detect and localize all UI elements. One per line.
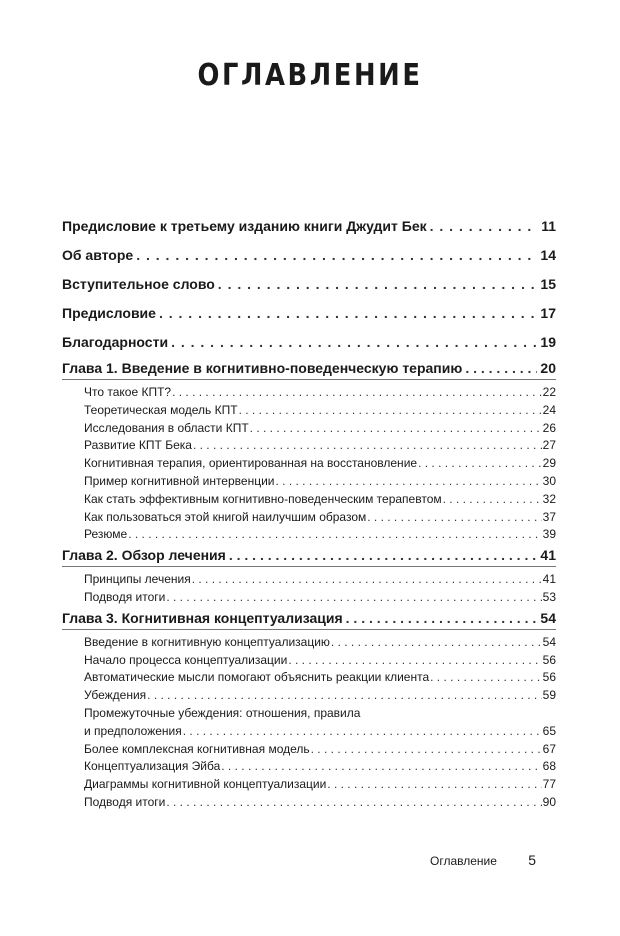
section-page: 22 (542, 385, 556, 399)
section-label: Когнитивная терапия, ориентированная на восстановление (84, 456, 418, 471)
section-page: 59 (542, 688, 556, 703)
toc-section[interactable] (62, 509, 556, 527)
toc-section[interactable] (62, 402, 556, 420)
section-label: Теоретическая модель КПТ (84, 402, 238, 417)
section-label: Как стать эффективным когнитивно-поведенческим терапевтом (84, 491, 442, 506)
dot-leader (288, 652, 541, 670)
section-label: Пример когнитивной интервенции (84, 473, 275, 488)
chapter-page: 54 (540, 609, 556, 626)
toc-section[interactable] (62, 420, 556, 438)
section-label: Введение в когнитивную концептуализацию (84, 634, 330, 649)
dot-leader (171, 328, 537, 357)
dot-leader (327, 776, 541, 794)
dot-leader (229, 544, 538, 566)
section-label: Промежуточные убеждения: отношения, правила (84, 705, 361, 720)
toc-entry-page: 11 (541, 218, 556, 234)
dot-leader (166, 794, 541, 812)
section-label: Принципы лечения (84, 572, 191, 587)
dot-leader (136, 241, 537, 270)
dot-leader (250, 420, 542, 438)
section-page: 68 (542, 759, 556, 774)
toc-entry-page: 14 (540, 247, 556, 263)
toc-section[interactable] (62, 723, 556, 741)
toc-entry-page: 17 (540, 305, 556, 321)
toc-entry-about-author[interactable] (62, 241, 556, 270)
toc-section[interactable] (62, 652, 556, 670)
section-label: Более комплексная когнитивная модель (84, 741, 310, 756)
toc-section[interactable] (62, 776, 556, 794)
section-page: 54 (542, 634, 556, 649)
section-page: 27 (542, 438, 556, 453)
toc-entry-page: 19 (540, 334, 556, 350)
section-page: 53 (542, 589, 556, 604)
dot-leader (221, 758, 541, 776)
section-label: Что такое КПТ? (84, 385, 172, 399)
section-label: Подводя итоги (84, 589, 166, 604)
toc-entry-preface[interactable] (62, 299, 556, 328)
dot-leader (172, 384, 542, 402)
toc-entry-label: Благодарности (62, 334, 169, 350)
toc-chapter-2[interactable] (62, 544, 556, 567)
dot-leader (443, 491, 542, 509)
dot-leader (147, 687, 541, 705)
section-label: Как пользоваться этой книгой наилучшим образом (84, 509, 367, 524)
section-label: Подводя итоги (84, 794, 166, 809)
dot-leader (367, 509, 541, 527)
dot-leader (193, 437, 542, 455)
dot-leader (275, 473, 541, 491)
section-page: 41 (542, 572, 556, 587)
toc-section[interactable] (62, 491, 556, 509)
page-number: 5 (528, 852, 537, 868)
toc-section[interactable] (62, 794, 556, 812)
toc-section[interactable] (62, 669, 556, 687)
toc-entry-label: Предисловие (62, 305, 156, 321)
page-footer (430, 852, 536, 868)
toc-section-continued[interactable] (62, 705, 556, 723)
toc-entry-preface-third-edition[interactable] (62, 212, 556, 241)
section-page: 39 (542, 527, 556, 542)
toc-entry-foreword[interactable] (62, 270, 556, 299)
section-page: 29 (542, 456, 556, 471)
toc-section[interactable] (62, 473, 556, 491)
dot-leader (311, 741, 542, 759)
toc-section[interactable] (62, 741, 556, 759)
chapter-page: 20 (540, 360, 556, 376)
toc-section[interactable] (62, 571, 556, 589)
toc-entry-page: 15 (540, 276, 556, 292)
toc-section[interactable] (62, 455, 556, 473)
section-page: 77 (542, 777, 556, 792)
section-label: Диаграммы когнитивной концептуализации (84, 777, 327, 792)
section-label: Резюме (84, 527, 128, 542)
dot-leader (192, 571, 542, 589)
running-head: Оглавление (430, 854, 497, 868)
toc-section[interactable] (62, 634, 556, 652)
section-page: 30 (542, 473, 556, 488)
section-page: 90 (542, 794, 556, 809)
section-page: 67 (542, 741, 556, 756)
dot-leader (430, 669, 542, 687)
toc-entry-acknowledgements[interactable] (62, 328, 556, 357)
toc-section[interactable] (62, 758, 556, 776)
section-page: 32 (542, 491, 556, 506)
toc-entry-label: Вступительное слово (62, 276, 215, 292)
dot-leader (218, 270, 538, 299)
section-label: Концептуализация Эйба (84, 759, 221, 774)
dot-leader (346, 607, 538, 629)
section-label: Исследования в области КПТ (84, 420, 249, 435)
toc-entry-label: Предисловие к третьему изданию книги Джудит Бек (62, 218, 427, 234)
chapter-title: Глава 3. Когнитивная концептуализация (62, 609, 343, 626)
toc-entry-label: Об авторе (62, 247, 134, 263)
dot-leader (183, 723, 542, 741)
section-page: 26 (542, 420, 556, 435)
section-page: 56 (542, 652, 556, 667)
toc-section[interactable] (62, 589, 556, 607)
toc-chapter-3[interactable] (62, 607, 556, 630)
toc-section[interactable] (62, 687, 556, 705)
section-label: Начало процесса концептуализации (84, 652, 288, 667)
chapter-title: Глава 1. Введение в когнитивно-поведенческую терапию (62, 360, 463, 376)
dot-leader (128, 526, 541, 544)
section-label: Развитие КПТ Бека (84, 438, 192, 453)
dot-leader (430, 212, 539, 241)
section-page: 24 (542, 402, 556, 417)
section-page: 56 (542, 670, 556, 685)
section-label: Убеждения (84, 688, 147, 703)
toc-chapter-1[interactable] (62, 357, 556, 380)
section-page: 37 (542, 509, 556, 524)
table-of-contents (62, 212, 556, 812)
dot-leader (239, 402, 542, 420)
toc-section[interactable] (62, 437, 556, 455)
chapter-page: 41 (540, 547, 556, 564)
dot-leader (418, 455, 542, 473)
dot-leader (465, 357, 537, 379)
section-page: 65 (542, 723, 556, 738)
dot-leader (159, 299, 537, 328)
toc-section[interactable] (62, 526, 556, 544)
dot-leader (166, 589, 541, 607)
page-title: ОГЛАВЛЕНИЕ (197, 58, 423, 93)
dot-leader (331, 634, 542, 652)
section-label: и предположения (84, 723, 182, 738)
toc-section[interactable] (62, 384, 556, 402)
section-label: Автоматические мысли помогают объяснить реакции клиента (84, 670, 430, 685)
chapter-title: Глава 2. Обзор лечения (62, 547, 226, 564)
